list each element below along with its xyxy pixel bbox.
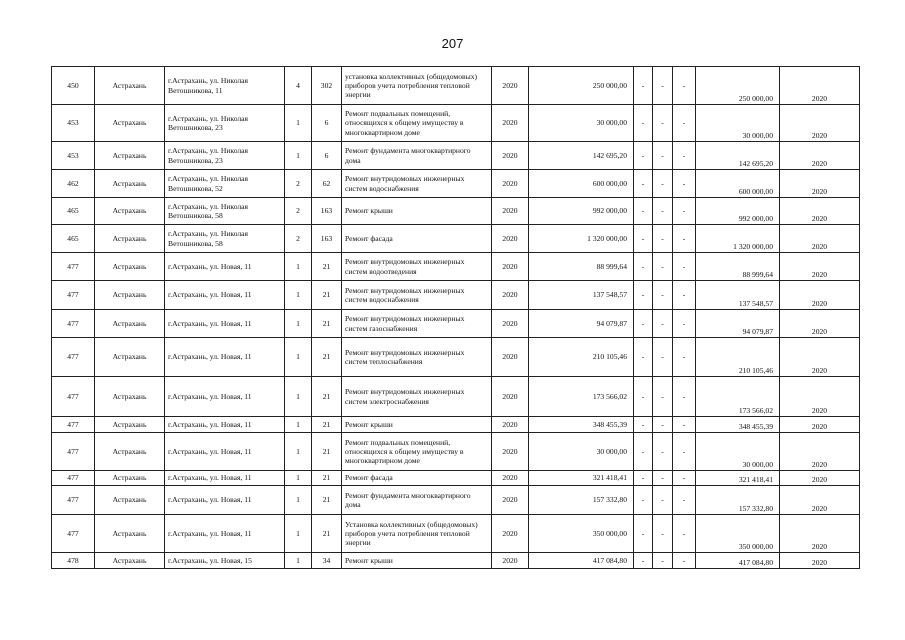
cell-completion-year: 2020 [780, 417, 860, 433]
cell-row-number: 477 [52, 486, 95, 515]
cell-work-type: Ремонт крыши [342, 417, 492, 433]
cell-dash: - [653, 486, 673, 515]
cell-apartments-count: 21 [312, 471, 342, 486]
cell-address: г.Астрахань, ул. Николая Ветошникова, 58 [165, 198, 285, 225]
cell-cost: 250 000,00 [529, 67, 634, 105]
cell-dash: - [653, 471, 673, 486]
cell-row-number: 477 [52, 338, 95, 377]
cell-cost: 600 000,00 [529, 170, 634, 198]
table-row [52, 105, 860, 142]
cell-city: Астрахань [95, 281, 165, 310]
cell-completion-year: 2020 [780, 486, 860, 515]
table-row [52, 170, 860, 198]
cell-dash: - [673, 253, 696, 281]
cell-cost: 137 548,57 [529, 281, 634, 310]
cell-address: г.Астрахань, ул. Николая Ветошникова, 52 [165, 170, 285, 198]
cell-dash: - [653, 553, 673, 569]
cell-city: Астрахань [95, 553, 165, 569]
cell-year: 2020 [492, 253, 529, 281]
cell-dash: - [653, 198, 673, 225]
cell-building-section: 1 [285, 338, 312, 377]
cell-dash: - [634, 417, 653, 433]
cell-total-cost: 88 999,64 [696, 253, 780, 281]
cell-apartments-count: 6 [312, 142, 342, 170]
cell-building-section: 1 [285, 377, 312, 417]
cell-dash: - [653, 310, 673, 338]
cell-city: Астрахань [95, 515, 165, 553]
cell-completion-year: 2020 [780, 67, 860, 105]
cell-completion-year: 2020 [780, 142, 860, 170]
cell-row-number: 477 [52, 515, 95, 553]
cell-apartments-count: 21 [312, 338, 342, 377]
cell-total-cost: 173 566,02 [696, 377, 780, 417]
cell-dash: - [634, 142, 653, 170]
cell-dash: - [673, 67, 696, 105]
cell-building-section: 4 [285, 67, 312, 105]
cell-city: Астрахань [95, 417, 165, 433]
cell-address: г.Астрахань, ул. Новая, 11 [165, 338, 285, 377]
cell-dash: - [634, 338, 653, 377]
cell-dash: - [653, 225, 673, 253]
cell-row-number: 477 [52, 417, 95, 433]
cell-total-cost: 250 000,00 [696, 67, 780, 105]
page-number: 207 [441, 36, 464, 51]
cell-dash: - [673, 142, 696, 170]
cell-dash: - [634, 377, 653, 417]
cell-work-type: Ремонт внутридомовых инженерных систем водоснабжения [342, 170, 492, 198]
cell-dash: - [673, 486, 696, 515]
cell-city: Астрахань [95, 142, 165, 170]
cell-dash: - [653, 515, 673, 553]
cell-address: г.Астрахань, ул. Новая, 11 [165, 253, 285, 281]
cell-dash: - [653, 281, 673, 310]
cell-address: г.Астрахань, ул. Новая, 11 [165, 377, 285, 417]
cell-dash: - [634, 198, 653, 225]
cell-dash: - [653, 417, 673, 433]
cell-dash: - [634, 486, 653, 515]
cell-year: 2020 [492, 417, 529, 433]
cell-work-type: Ремонт крыши [342, 198, 492, 225]
cell-building-section: 1 [285, 433, 312, 471]
cell-address: г.Астрахань, ул. Новая, 11 [165, 471, 285, 486]
cell-row-number: 477 [52, 377, 95, 417]
cell-dash: - [653, 170, 673, 198]
cell-year: 2020 [492, 471, 529, 486]
cell-work-type: Ремонт фундамента многоквартирного дома [342, 486, 492, 515]
table-row [52, 377, 860, 417]
cell-work-type: Ремонт внутридомовых инженерных систем водоотведения [342, 253, 492, 281]
cell-year: 2020 [492, 198, 529, 225]
table-row [52, 553, 860, 569]
cell-completion-year: 2020 [780, 471, 860, 486]
cell-dash: - [634, 310, 653, 338]
cell-dash: - [673, 310, 696, 338]
capital-repair-table [51, 66, 860, 569]
cell-cost: 173 566,02 [529, 377, 634, 417]
cell-total-cost: 321 418,41 [696, 471, 780, 486]
cell-cost: 1 320 000,00 [529, 225, 634, 253]
cell-completion-year: 2020 [780, 253, 860, 281]
cell-dash: - [673, 515, 696, 553]
cell-dash: - [653, 377, 673, 417]
cell-completion-year: 2020 [780, 281, 860, 310]
cell-dash: - [653, 253, 673, 281]
cell-work-type: Ремонт внутридомовых инженерных систем электроснабжения [342, 377, 492, 417]
cell-city: Астрахань [95, 433, 165, 471]
cell-dash: - [673, 433, 696, 471]
cell-apartments-count: 163 [312, 225, 342, 253]
cell-dash: - [634, 105, 653, 142]
cell-apartments-count: 21 [312, 486, 342, 515]
cell-address: г.Астрахань, ул. Новая, 11 [165, 486, 285, 515]
cell-year: 2020 [492, 433, 529, 471]
cell-dash: - [673, 471, 696, 486]
cell-row-number: 477 [52, 253, 95, 281]
cell-building-section: 2 [285, 225, 312, 253]
table-row [52, 471, 860, 486]
cell-row-number: 453 [52, 105, 95, 142]
cell-building-section: 1 [285, 281, 312, 310]
table-row [52, 253, 860, 281]
cell-building-section: 1 [285, 417, 312, 433]
cell-dash: - [634, 281, 653, 310]
cell-completion-year: 2020 [780, 225, 860, 253]
cell-row-number: 477 [52, 433, 95, 471]
cell-completion-year: 2020 [780, 377, 860, 417]
cell-work-type: Ремонт крыши [342, 553, 492, 569]
cell-year: 2020 [492, 515, 529, 553]
cell-year: 2020 [492, 338, 529, 377]
cell-cost: 210 105,46 [529, 338, 634, 377]
cell-dash: - [673, 377, 696, 417]
cell-city: Астрахань [95, 471, 165, 486]
cell-apartments-count: 21 [312, 515, 342, 553]
cell-total-cost: 992 000,00 [696, 198, 780, 225]
cell-cost: 992 000,00 [529, 198, 634, 225]
cell-dash: - [673, 170, 696, 198]
cell-work-type: Ремонт подвальных помещений, относящихся к общему имуществу в многоквартирном доме [342, 105, 492, 142]
cell-total-cost: 30 000,00 [696, 105, 780, 142]
cell-work-type: Установка коллективных (общедомовых) приборов учета потребления тепловой энергии [342, 515, 492, 553]
cell-work-type: Ремонт фундамента многоквартирного дома [342, 142, 492, 170]
cell-year: 2020 [492, 310, 529, 338]
cell-row-number: 450 [52, 67, 95, 105]
cell-cost: 142 695,20 [529, 142, 634, 170]
cell-dash: - [634, 67, 653, 105]
cell-year: 2020 [492, 553, 529, 569]
cell-building-section: 1 [285, 105, 312, 142]
cell-work-type: Ремонт подвальных помещений, относящихся к общему имуществу в многоквартирном доме [342, 433, 492, 471]
cell-work-type: Ремонт внутридомовых инженерных систем водоснабжения [342, 281, 492, 310]
cell-year: 2020 [492, 377, 529, 417]
cell-dash: - [634, 515, 653, 553]
cell-cost: 94 079,87 [529, 310, 634, 338]
cell-dash: - [673, 281, 696, 310]
table-row [52, 67, 860, 105]
cell-address: г.Астрахань, ул. Новая, 11 [165, 515, 285, 553]
cell-address: г.Астрахань, ул. Новая, 11 [165, 310, 285, 338]
cell-total-cost: 157 332,80 [696, 486, 780, 515]
cell-dash: - [634, 225, 653, 253]
table-row [52, 142, 860, 170]
cell-dash: - [673, 338, 696, 377]
table-row [52, 338, 860, 377]
cell-completion-year: 2020 [780, 170, 860, 198]
table-row [52, 225, 860, 253]
cell-building-section: 1 [285, 515, 312, 553]
cell-total-cost: 30 000,00 [696, 433, 780, 471]
cell-work-type: Ремонт внутридомовых инженерных систем теплоснабжения [342, 338, 492, 377]
cell-apartments-count: 6 [312, 105, 342, 142]
cell-city: Астрахань [95, 338, 165, 377]
cell-total-cost: 137 548,57 [696, 281, 780, 310]
cell-dash: - [634, 471, 653, 486]
cell-city: Астрахань [95, 310, 165, 338]
cell-dash: - [653, 105, 673, 142]
cell-year: 2020 [492, 67, 529, 105]
cell-dash: - [653, 338, 673, 377]
table-row [52, 417, 860, 433]
cell-completion-year: 2020 [780, 515, 860, 553]
cell-row-number: 462 [52, 170, 95, 198]
cell-year: 2020 [492, 170, 529, 198]
cell-city: Астрахань [95, 67, 165, 105]
table-row [52, 310, 860, 338]
cell-row-number: 478 [52, 553, 95, 569]
cell-apartments-count: 21 [312, 417, 342, 433]
cell-dash: - [653, 142, 673, 170]
cell-apartments-count: 163 [312, 198, 342, 225]
cell-cost: 321 418,41 [529, 471, 634, 486]
cell-building-section: 1 [285, 553, 312, 569]
cell-completion-year: 2020 [780, 553, 860, 569]
cell-row-number: 477 [52, 310, 95, 338]
cell-dash: - [634, 170, 653, 198]
cell-work-type: Ремонт фасада [342, 471, 492, 486]
cell-dash: - [673, 417, 696, 433]
cell-row-number: 477 [52, 471, 95, 486]
cell-address: г.Астрахань, ул. Новая, 11 [165, 281, 285, 310]
cell-completion-year: 2020 [780, 433, 860, 471]
cell-cost: 88 999,64 [529, 253, 634, 281]
cell-year: 2020 [492, 105, 529, 142]
cell-building-section: 1 [285, 486, 312, 515]
cell-total-cost: 350 000,00 [696, 515, 780, 553]
cell-cost: 417 084,80 [529, 553, 634, 569]
cell-address: г.Астрахань, ул. Николая Ветошникова, 23 [165, 142, 285, 170]
cell-total-cost: 417 084,80 [696, 553, 780, 569]
cell-apartments-count: 21 [312, 433, 342, 471]
table-row [52, 486, 860, 515]
cell-dash: - [673, 553, 696, 569]
cell-apartments-count: 302 [312, 67, 342, 105]
cell-year: 2020 [492, 225, 529, 253]
cell-dash: - [673, 105, 696, 142]
cell-completion-year: 2020 [780, 198, 860, 225]
cell-city: Астрахань [95, 253, 165, 281]
cell-total-cost: 210 105,46 [696, 338, 780, 377]
cell-total-cost: 142 695,20 [696, 142, 780, 170]
cell-row-number: 477 [52, 281, 95, 310]
table-row [52, 433, 860, 471]
table-row [52, 515, 860, 553]
cell-apartments-count: 21 [312, 281, 342, 310]
cell-address: г.Астрахань, ул. Николая Ветошникова, 11 [165, 67, 285, 105]
cell-cost: 350 000,00 [529, 515, 634, 553]
cell-city: Астрахань [95, 105, 165, 142]
cell-apartments-count: 21 [312, 377, 342, 417]
cell-building-section: 1 [285, 142, 312, 170]
cell-building-section: 1 [285, 253, 312, 281]
cell-completion-year: 2020 [780, 105, 860, 142]
cell-address: г.Астрахань, ул. Новая, 15 [165, 553, 285, 569]
cell-completion-year: 2020 [780, 338, 860, 377]
cell-completion-year: 2020 [780, 310, 860, 338]
cell-building-section: 2 [285, 198, 312, 225]
cell-city: Астрахань [95, 486, 165, 515]
cell-total-cost: 1 320 000,00 [696, 225, 780, 253]
cell-city: Астрахань [95, 198, 165, 225]
cell-dash: - [634, 253, 653, 281]
cell-work-type: установка коллективных (общедомовых) приборов учета потребления тепловой энергии [342, 67, 492, 105]
cell-year: 2020 [492, 281, 529, 310]
cell-city: Астрахань [95, 225, 165, 253]
cell-building-section: 1 [285, 310, 312, 338]
cell-cost: 348 455,39 [529, 417, 634, 433]
cell-dash: - [634, 553, 653, 569]
cell-cost: 157 332,80 [529, 486, 634, 515]
cell-dash: - [673, 198, 696, 225]
cell-city: Астрахань [95, 377, 165, 417]
cell-building-section: 1 [285, 471, 312, 486]
cell-year: 2020 [492, 142, 529, 170]
cell-apartments-count: 21 [312, 253, 342, 281]
cell-city: Астрахань [95, 170, 165, 198]
cell-address: г.Астрахань, ул. Николая Ветошникова, 58 [165, 225, 285, 253]
cell-apartments-count: 34 [312, 553, 342, 569]
cell-year: 2020 [492, 486, 529, 515]
table-row [52, 281, 860, 310]
cell-address: г.Астрахань, ул. Новая, 11 [165, 417, 285, 433]
cell-cost: 30 000,00 [529, 433, 634, 471]
table-row [52, 198, 860, 225]
cell-address: г.Астрахань, ул. Николая Ветошникова, 23 [165, 105, 285, 142]
cell-row-number: 453 [52, 142, 95, 170]
cell-total-cost: 348 455,39 [696, 417, 780, 433]
cell-work-type: Ремонт фасада [342, 225, 492, 253]
cell-total-cost: 600 000,00 [696, 170, 780, 198]
cell-cost: 30 000,00 [529, 105, 634, 142]
cell-row-number: 465 [52, 225, 95, 253]
cell-building-section: 2 [285, 170, 312, 198]
cell-work-type: Ремонт внутридомовых инженерных систем газоснабжения [342, 310, 492, 338]
cell-dash: - [653, 433, 673, 471]
cell-dash: - [673, 225, 696, 253]
cell-total-cost: 94 079,87 [696, 310, 780, 338]
cell-dash: - [653, 67, 673, 105]
cell-dash: - [634, 433, 653, 471]
cell-apartments-count: 21 [312, 310, 342, 338]
cell-address: г.Астрахань, ул. Новая, 11 [165, 433, 285, 471]
cell-apartments-count: 62 [312, 170, 342, 198]
cell-row-number: 465 [52, 198, 95, 225]
